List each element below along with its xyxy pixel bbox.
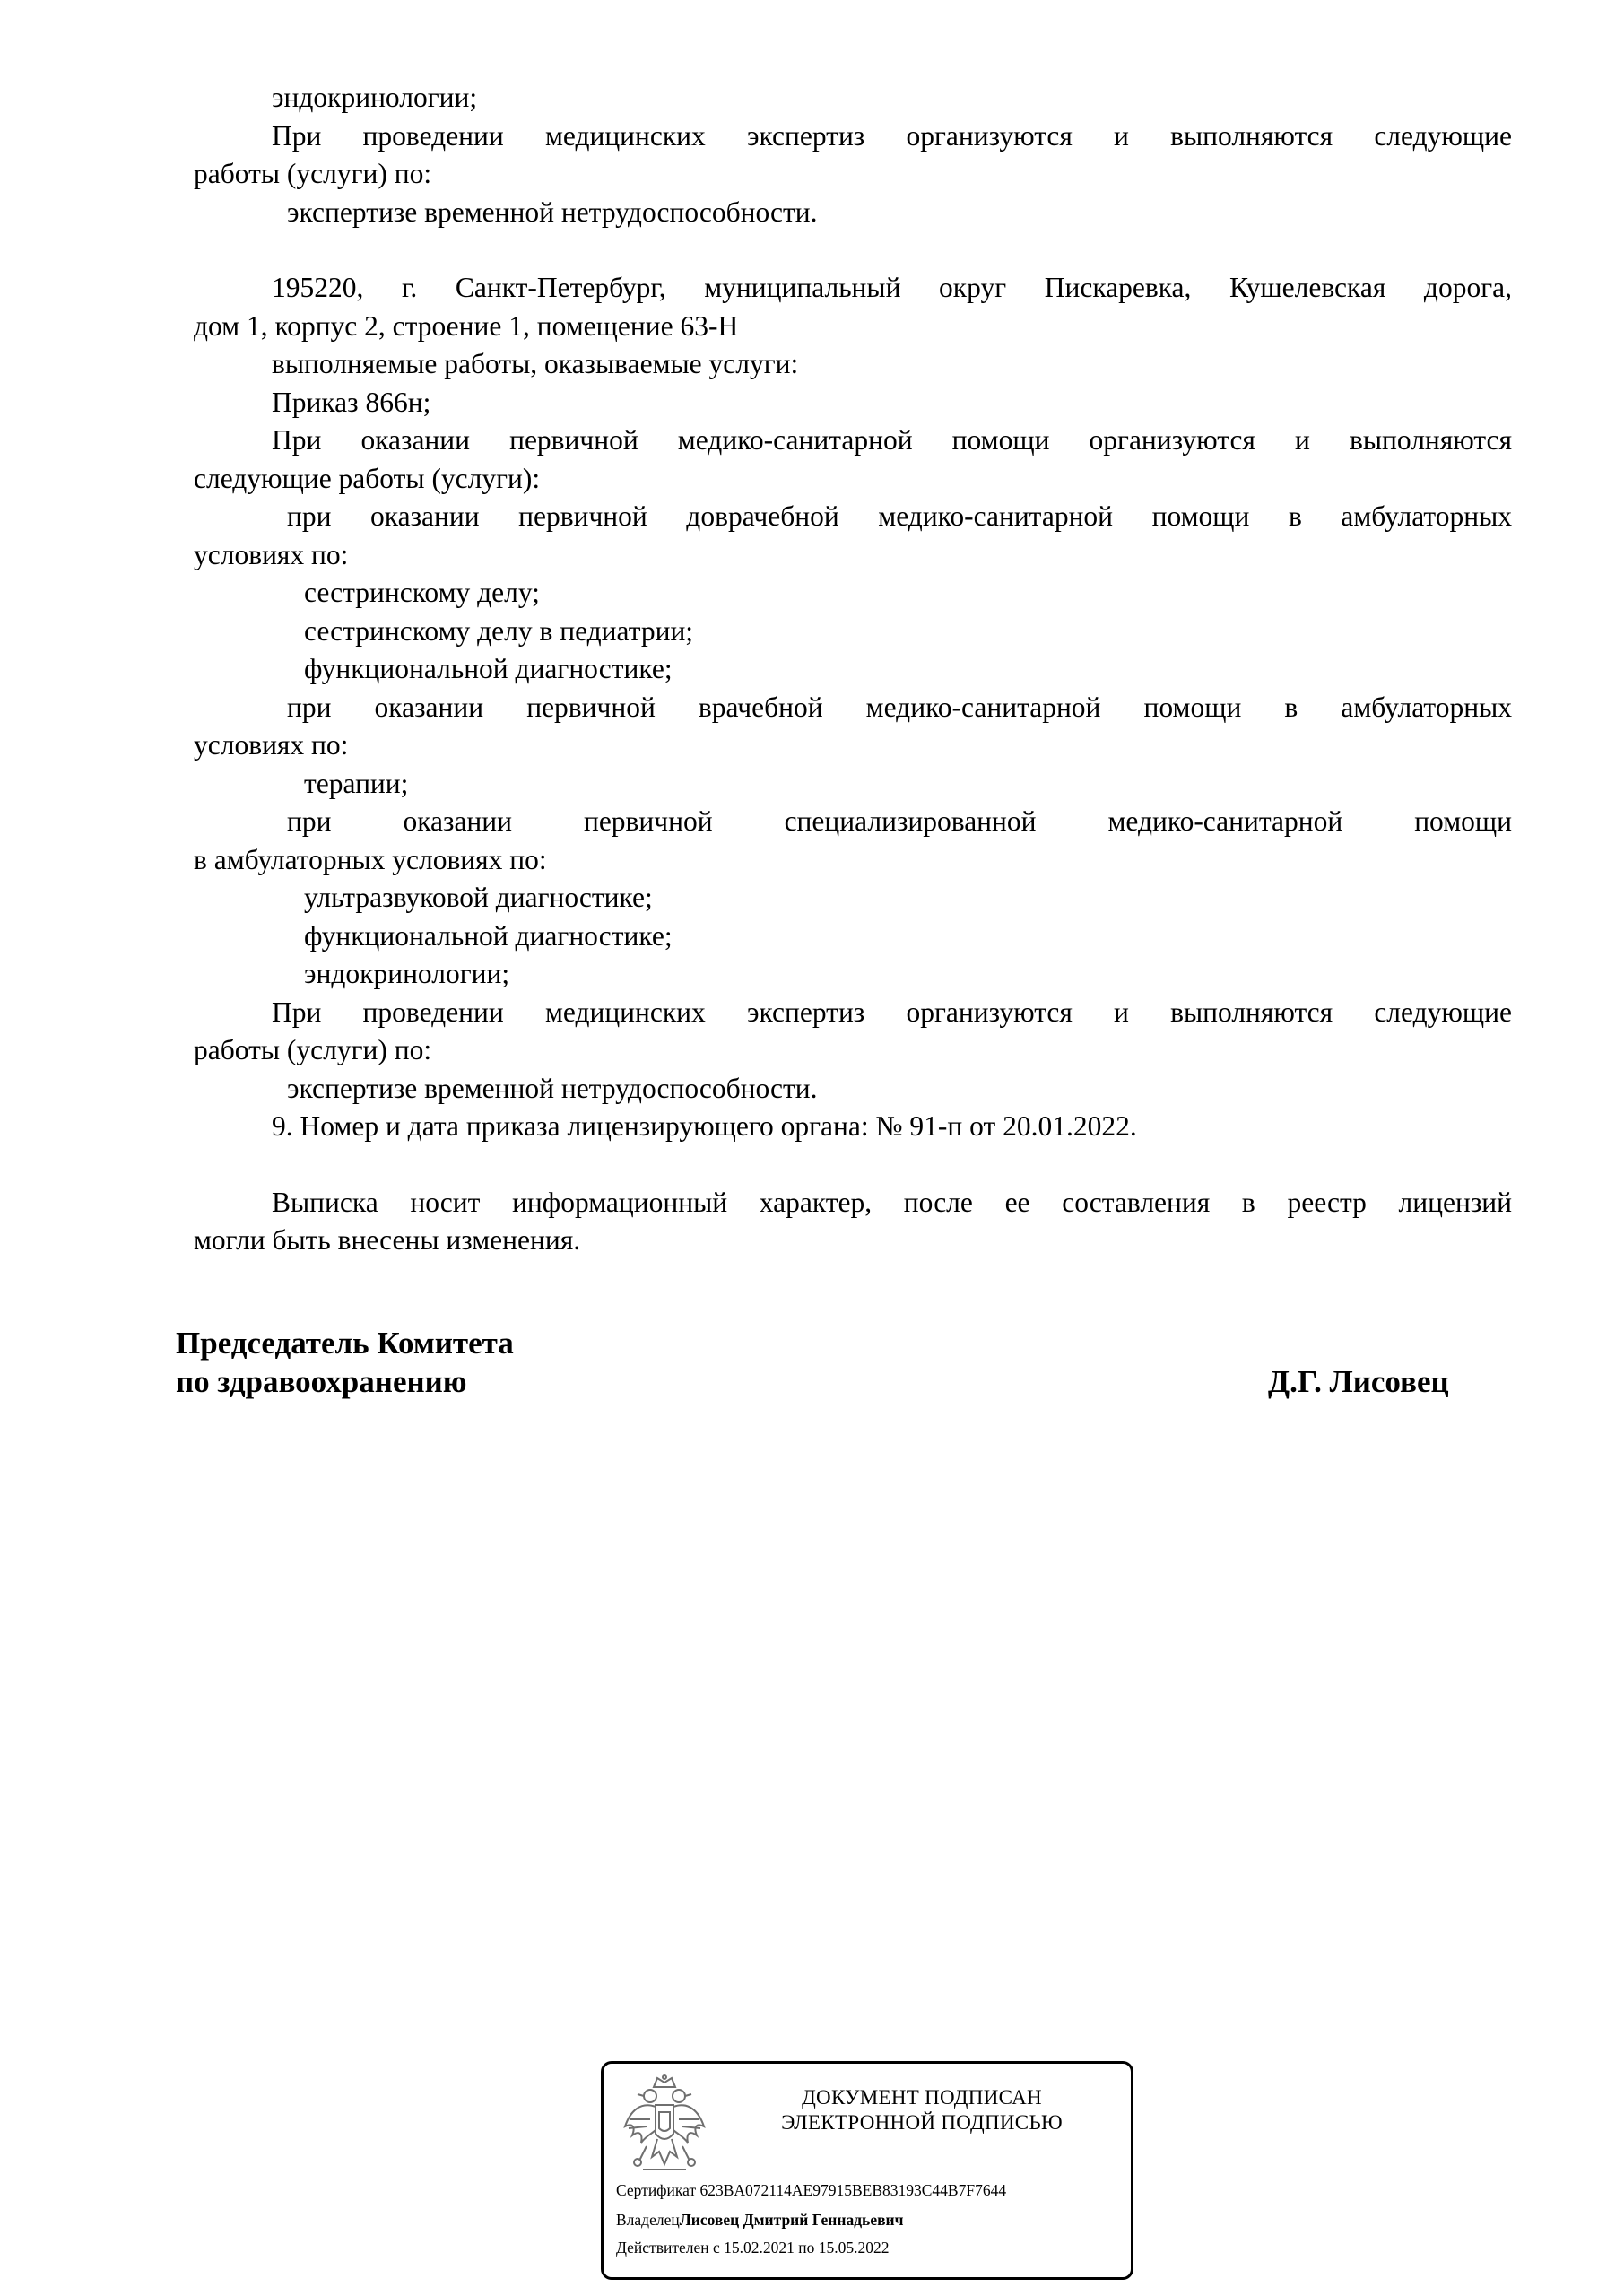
text-line: При оказании первичной медико-санитарной помощи организуются и выполняются xyxy=(272,424,1512,456)
text-line: экспертизе временной нетрудоспособности. xyxy=(287,1072,818,1104)
order-info: 9. Номер и дата приказа лицензирующего органа: № 91-п от 20.01.2022. xyxy=(272,1110,1137,1142)
text-line: следующие работы (услуги): xyxy=(194,462,541,494)
owner-label: Владелец xyxy=(616,2211,680,2229)
text-line: при оказании первичной врачебной медико-санитарной помощи в амбулаторных xyxy=(287,691,1512,723)
stamp-title-line-1: ДОКУМЕНТ ПОДПИСАН xyxy=(802,2086,1042,2109)
text-line: условиях по: xyxy=(194,729,349,761)
signer-position-line-1: Председатель Комитета xyxy=(176,1326,514,1361)
text-line: экспертизе временной нетрудоспособности. xyxy=(287,196,818,228)
list-item: сестринскому делу; xyxy=(304,577,540,608)
text-line: При проведении медицинских экспертиз организуются и выполняются следующие xyxy=(272,119,1512,152)
coat-of-arms-icon xyxy=(620,2074,709,2177)
signer-position xyxy=(176,1324,514,1401)
list-item: ультразвуковой диагностике; xyxy=(304,882,653,913)
stamp-title-line-2: ЭЛЕКТРОННОЙ ПОДПИСЬЮ xyxy=(781,2111,1063,2134)
owner-value: Лисовец Дмитрий Геннадьевич xyxy=(679,2211,904,2229)
list-item: эндокринологии; xyxy=(304,958,510,989)
text-line: при оказании первичной специализированной медико-санитарной помощи xyxy=(287,805,1512,837)
owner-line xyxy=(616,2210,904,2230)
validity-line: Действителен с 15.02.2021 по 15.05.2022 xyxy=(616,2239,890,2257)
list-item: терапии; xyxy=(304,767,409,799)
text-line: При проведении медицинских экспертиз организуются и выполняются следующие xyxy=(272,996,1512,1028)
text-line: Приказ 866н; xyxy=(272,386,431,418)
text-line: эндокринологии; xyxy=(272,82,478,113)
signer-name: Д.Г. Лисовец xyxy=(1268,1364,1449,1399)
list-item: функциональной диагностике; xyxy=(304,653,673,684)
list-item: сестринскому делу в педиатрии; xyxy=(304,614,694,647)
certificate-line xyxy=(616,2180,1006,2200)
certificate-value: 623BA072114AE97915BEB83193C44B7F7644 xyxy=(699,2181,1007,2199)
text-line: выполняемые работы, оказываемые услуги: xyxy=(272,348,799,379)
note-line: могли быть внесены изменения. xyxy=(194,1224,581,1256)
signer-position-line-2: по здравоохранению xyxy=(176,1364,467,1399)
address-line: дом 1, корпус 2, строение 1, помещение 63-Н xyxy=(194,309,739,342)
document-body xyxy=(194,79,1512,1260)
certificate-label: Сертификат xyxy=(616,2181,697,2199)
text-line: работы (услуги) по: xyxy=(194,158,432,189)
text-line: в амбулаторных условиях по: xyxy=(194,843,547,875)
text-line: при оказании первичной доврачебной медико-санитарной помощи в амбулаторных xyxy=(287,500,1512,532)
list-item: функциональной диагностике; xyxy=(304,919,673,952)
address-line: 195220, г. Санкт-Петербург, муниципальный округ Пискаревка, Кушелевская дорога, xyxy=(272,272,1512,303)
text-line: работы (услуги) по: xyxy=(194,1034,432,1065)
electronic-signature-stamp xyxy=(601,2061,1133,2280)
text-line: условиях по: xyxy=(194,538,349,570)
note-line: Выписка носит информационный характер, после ее составления в реестр лицензий xyxy=(272,1186,1512,1218)
